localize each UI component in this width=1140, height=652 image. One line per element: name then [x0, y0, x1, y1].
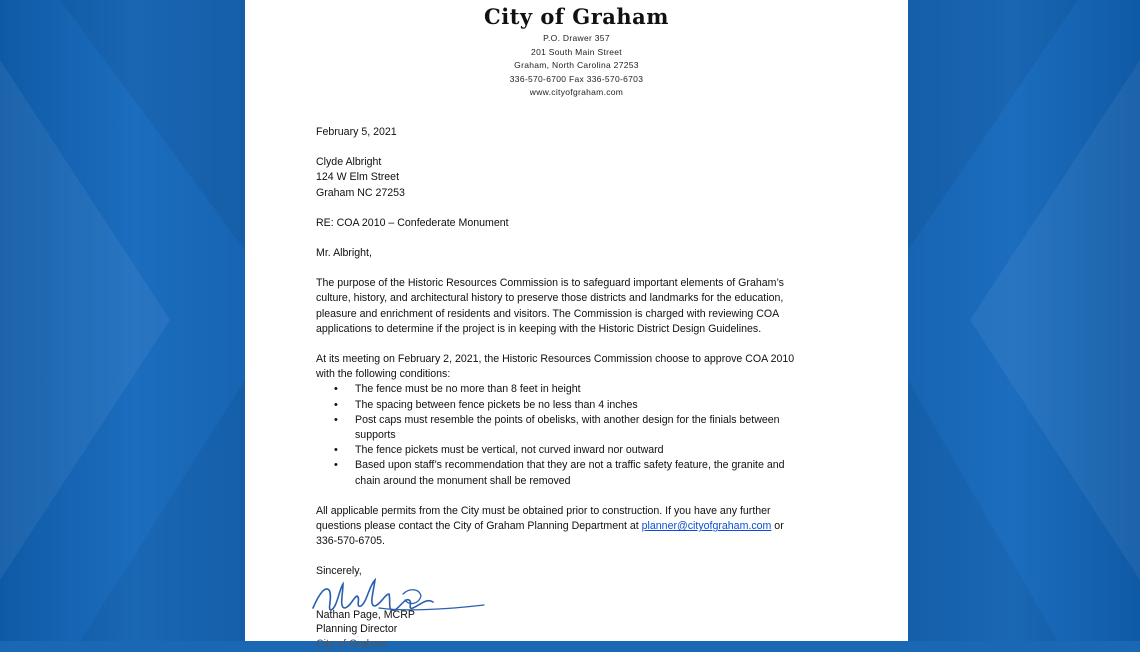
background-pattern [908, 0, 1140, 641]
conditions-list [316, 382, 836, 488]
signer-title: Planning Director [316, 623, 398, 635]
paragraph-line: questions please contact the City of Graham Planning Department at planner@cityofgraham.com or [316, 520, 784, 533]
letterhead-phone-fax: 336-570-6700 Fax 336-570-6703 [509, 73, 644, 84]
signer-name: Nathan Page, MCRP [316, 609, 415, 621]
list-item: • Post caps must resemble the points of obelisks, with another design for the finials between supports [355, 413, 836, 443]
list-item: • Based upon staff’s recommendation that they are not a traffic safety feature, the granite and chain around the monument shall be removed [355, 458, 836, 488]
salutation: Mr. Albright, [316, 247, 372, 260]
paragraph-line: pleasure and enrichment of residents and visitors. The Commission is charged with reviewing COA [316, 307, 780, 320]
subject-line: RE: COA 2010 – Confederate Monument [316, 216, 509, 229]
signer-organization: City of Graham [316, 638, 388, 650]
letterhead-street: 201 South Main Street [531, 46, 622, 57]
list-item: • The fence must be no more than 8 feet in height [355, 382, 836, 397]
recipient-street: 124 W Elm Street [316, 171, 400, 184]
paragraph-approval [316, 352, 836, 382]
paragraph-purpose [316, 276, 836, 337]
paragraph-line: culture, history, and architectural history to preserve those districts and landmarks for the education, [316, 292, 784, 305]
city-name-heading: City of Graham [484, 4, 669, 29]
background-left-panel [0, 0, 245, 641]
paragraph-line: The purpose of the Historic Resources Commission is to safeguard important elements of Graham’s [316, 277, 784, 290]
paragraph-line: applications to determine if the project is in keeping with the Historic District Design Guidelines. [316, 322, 762, 335]
list-item: • The fence pickets must be vertical, not curved inward nor outward [355, 443, 836, 458]
background-right-panel [908, 0, 1140, 641]
letterhead [245, 0, 908, 100]
letter-date: February 5, 2021 [316, 126, 397, 138]
recipient-name: Clyde Albright [316, 156, 382, 169]
letterhead-city-state-zip: Graham, North Carolina 27253 [514, 60, 639, 70]
paragraph-line: At its meeting on February 2, 2021, the Historic Resources Commission choose to approve COA 2010 [316, 353, 795, 366]
list-item: • The spacing between fence pickets be no less than 4 inches [355, 398, 836, 413]
letter-body [316, 125, 836, 580]
paragraph-line: All applicable permits from the City must be obtained prior to construction. If you have any further [316, 504, 771, 517]
paragraph-closing [316, 504, 836, 550]
letterhead-po-box: P.O. Drawer 357 [543, 33, 610, 43]
paragraph-line: with the following conditions: [316, 368, 451, 381]
recipient-city: Graham NC 27253 [316, 186, 405, 199]
paragraph-line: 336-570-6705. [316, 535, 385, 548]
letter-page [245, 0, 908, 650]
background-pattern [0, 0, 245, 641]
planner-email-link[interactable]: planner@cityofgraham.com [641, 520, 772, 533]
letterhead-website: www.cityofgraham.com [529, 87, 624, 97]
sign-off: Sincerely, [316, 565, 362, 578]
